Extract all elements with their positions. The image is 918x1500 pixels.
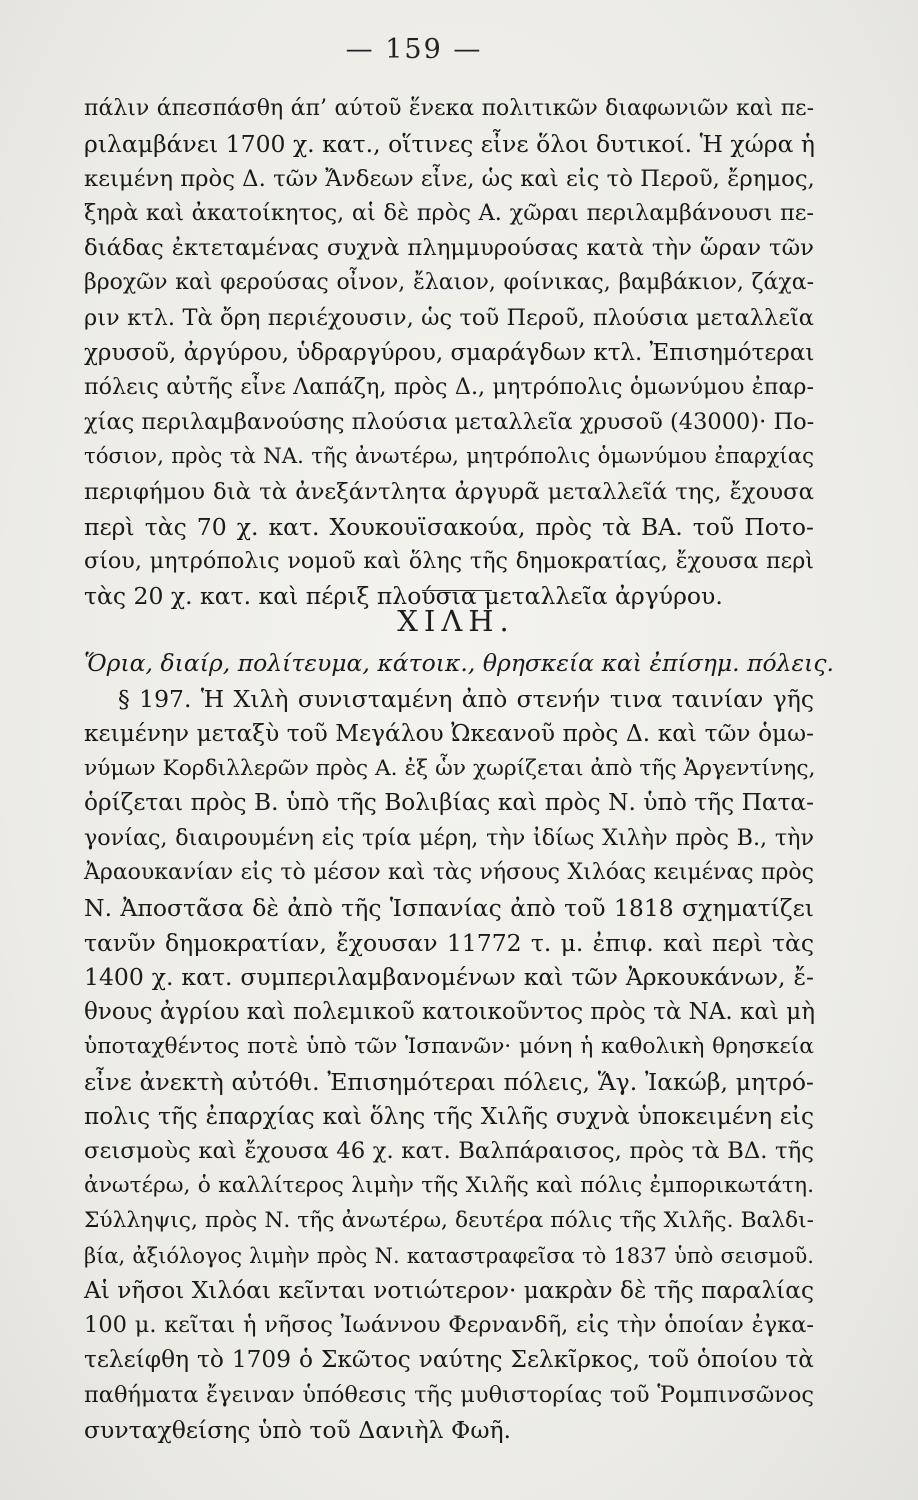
text-line: πολις τῆς ἐπαρχίας καὶ ὅλης τῆς Χιλῆς συχνὰ ὑποκειμένη εἰς [84,1102,814,1130]
text-line: 1400 χ. κατ. συμπεριλαμβανομένων καὶ τῶν Ἀρκουκάνων, ἔ- [84,963,814,992]
text-line: βροχῶν καὶ φερούσας οἶνον, ἔλαιον, φοίνικας, βαμβάκιον, ζάχα- [84,269,814,295]
text-line: εἶνε ἀνεκτὴ αὐτόθι. Ἐπισημότεραι πόλεις, Ἅγ. Ἰακώβ, μητρό- [84,1067,814,1096]
section-title: ΧΙΛΗ. [397,604,515,638]
section-divider [422,590,492,591]
text-line: § 197. Ἡ Χιλὴ συνισταμένη ἀπὸ στενήν τινα ταινίαν γῆς [118,685,814,713]
text-line: ὁρίζεται πρὸς Β. ὑπὸ τῆς Βολιβίας καὶ πρὸς Ν. ὑπὸ τῆς Πατα- [84,789,814,817]
text-line: κειμένη πρὸς Δ. τῶν Ἄνδεων εἶνε, ὡς καὶ εἰς τὸ Περοῦ, ἔρημος, [84,165,815,192]
text-line: Ἀραουκανίαν εἰς τὸ μέσον καὶ τὰς νήσους Χιλόας κειμένας πρὸς [84,859,814,885]
page-number: — 159 — [345,34,483,65]
text-line: πάλιν άπεσπάσθη άπ’ αύτοῦ ἕνεκα πολιτικῶν διαφωνιῶν καὶ πε- [84,96,814,121]
text-line: βία, ἀξιόλογος λιμὴν πρὸς Ν. καταστραφεῖσα τὸ 1837 ὑπὸ σεισμοῦ. [84,1243,814,1268]
text-line: χρυσοῦ, ἀργύρου, ὑδραργύρου, σμαράγδων κτλ. Ἐπισημότεραι [84,339,815,366]
text-line: περιφήμου διὰ τὰ ἀνεξάντλητα ἀργυρᾶ μεταλλεῖά της, ἔχουσα [84,478,814,505]
text-line: τόσιον, πρὸς τὰ ΝΑ. τῆς ἀνωτέρω, μητρόπολις ὁμωνύμου ἐπαρχίας [84,443,814,469]
text-line: Ν. Ἀποστᾶσα δὲ ἀπὸ τῆς Ἱσπανίας ἀπὸ τοῦ 1818 σχηματίζει [84,893,814,922]
text-line: νύμων Κορδιλλερῶν πρὸς Α. ἐξ ὧν χωρίζεται ἀπὸ τῆς Ἀργεντίνης, [84,755,816,781]
text-line: παθήματα ἔγειναν ὑπόθεσις τῆς μυθιστορίας τοῦ Ῥομπινσῶνος [84,1381,814,1408]
text-line: Αἱ νῆσοι Χιλόαι κεῖνται νοτιώτερον· μακρὰν δὲ τῆς παραλίας [84,1276,815,1304]
text-line: ριλαμβάνει 1700 χ. κατ., οἵτινες εἶνε ὅλοι δυτικοί. Ἡ χώρα ἡ [84,129,816,158]
text-line: ριν κτλ. Τὰ ὄρη περιέχουσιν, ὡς τοῦ Περοῦ, πλούσια μεταλλεῖα [84,304,814,331]
text-line: σίου, μητρόπολις νομοῦ καὶ ὅλης τῆς δημοκρατίας, ἔχουσα περὶ [84,548,814,575]
text-line: τανῦν δημοκρατίαν, ἔχουσαν 11772 τ. μ. ἐπιφ. καὶ περὶ τὰς [84,928,814,957]
text-line: 100 μ. κεῖται ἡ νῆσος Ἰωάννου Φερνανδῆ, εἰς τὴν ὁποίαν ἐγκα- [84,1312,814,1339]
text-line: σεισμοὺς καὶ ἔχουσα 46 χ. κατ. Βαλπάραισος, πρὸς τὰ ΒΔ. τῆς [84,1138,814,1165]
text-line: περὶ τὰς 70 χ. κατ. Χουκουϊσακούα, πρὸς τὰ ΒΑ. τοῦ Ποτο- [84,512,814,541]
text-line: κειμένην μεταξὺ τοῦ Μεγάλου Ὠκεανοῦ πρὸς Δ. καὶ τῶν ὁμω- [84,719,814,747]
text-line: θνους ἀγρίου καὶ πολεμικοῦ κατοικοῦντος πρὸς τὰ ΝΑ. καὶ μὴ [84,999,815,1026]
text-line: πόλεις αὐτῆς εἶνε Λαπάζη, πρὸς Δ., μητρόπολις ὁμωνύμου ἐπαρ- [84,374,814,401]
text-line: τὰς 20 χ. κατ. καὶ πέριξ πλούσια μεταλλεῖα ἀργύρου. [84,582,723,611]
text-line: ξηρὰ καὶ ἀκατοίκητος, αἱ δὲ πρὸς Α. χῶραι περιλαμβάνουσι πε- [84,200,814,227]
paragraph-bolivia-continued [84,92,814,614]
text-line: συνταχθείσης ὑπὸ τοῦ Δανιὴλ Φωῆ. [84,1415,512,1444]
text-line: διάδας ἐκτεταμένας συχνὰ πλημμυρούσας κατὰ τὴν ὥραν τῶν [84,235,814,262]
section-subheading: Ὅρια, διαίρ, πολίτευμα, κάτοικ., θρησκεία καὶ ἐπίσημ. πόλεις. [84,649,835,677]
text-line: Σύλληψις, πρὸς Ν. τῆς ἀνωτέρω, δευτέρα πόλις τῆς Χιλῆς. Βαλδι- [84,1207,814,1233]
paragraph-chile [84,682,814,1448]
text-line: ἀνωτέρω, ὁ καλλίτερος λιμὴν τῆς Χιλῆς καὶ πόλις ἐμπορικωτάτη. [84,1173,814,1199]
text-line: γονίας, διαιρουμένη εἰς τρία μέρη, τὴν ἰδίως Χιλὴν πρὸς Β., τὴν [84,825,814,852]
text-line: τελείφθη τὸ 1709 ὁ Σκῶτος ναύτης Σελκῖρκος, τοῦ ὁποίου τὰ [84,1346,814,1374]
text-line: χίας περιλαμβανούσης πλούσια μεταλλεῖα χρυσοῦ (43000)· Πο- [84,409,815,436]
text-line: ὑποταχθέντος ποτὲ ὑπὸ τῶν Ἱσπανῶν· μόνη ἡ καθολικὴ θρησκεία [84,1033,814,1059]
